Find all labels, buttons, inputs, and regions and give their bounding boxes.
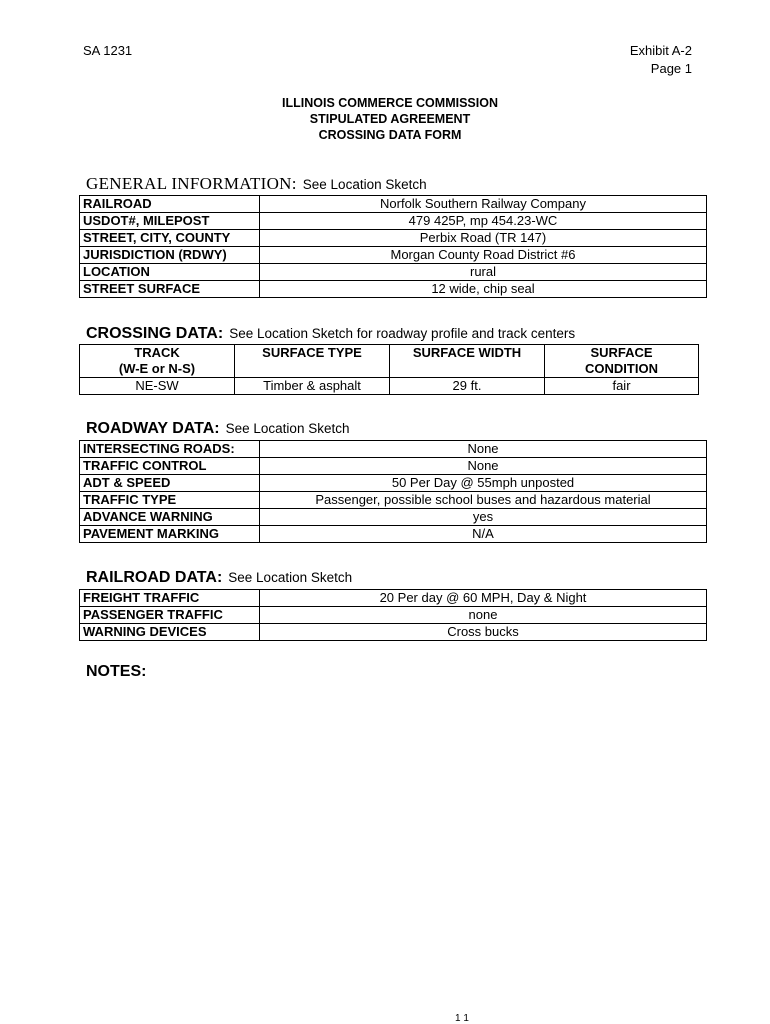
row-label: PASSENGER TRAFFIC	[80, 607, 260, 624]
row-value: Perbix Road (TR 147)	[260, 230, 707, 247]
surface-type-header: SURFACE TYPE	[235, 345, 390, 378]
row-label: USDOT#, MILEPOST	[80, 213, 260, 230]
table-row	[80, 441, 707, 458]
table-row	[80, 230, 707, 247]
railroad-data-heading: RAILROAD DATA:	[86, 569, 223, 586]
row-label: STREET SURFACE	[80, 281, 260, 298]
track-header	[80, 345, 235, 378]
row-label: JURISDICTION (RDWY)	[80, 247, 260, 264]
title-line-1: ILLINOIS COMMERCE COMMISSION	[282, 96, 498, 110]
surface-width-header: SURFACE WIDTH	[390, 345, 545, 378]
roadway-data-table	[79, 440, 707, 543]
table-row	[80, 378, 699, 395]
footer-mark: 1 1	[455, 1013, 469, 1024]
table-row	[80, 509, 707, 526]
roadway-data-note: See Location Sketch	[225, 421, 350, 436]
row-value: None	[260, 441, 707, 458]
row-value: rural	[260, 264, 707, 281]
table-row	[80, 526, 707, 543]
page-label: Page 1	[650, 61, 692, 76]
row-value: Passenger, possible school buses and hazardous material	[260, 492, 707, 509]
surface-type-value: Timber & asphalt	[235, 378, 390, 395]
crossing-data-heading-row	[86, 325, 575, 343]
general-info-heading: GENERAL INFORMATION:	[86, 174, 297, 193]
condition-header-line-1: SURFACE	[590, 345, 653, 360]
table-row	[80, 281, 707, 298]
crossing-data-heading: CROSSING DATA:	[86, 325, 224, 342]
row-value: 20 Per day @ 60 MPH, Day & Night	[260, 590, 707, 607]
document-id: SA 1231	[83, 43, 133, 58]
row-value: Morgan County Road District #6	[260, 247, 707, 264]
table-row	[80, 492, 707, 509]
table-row	[80, 213, 707, 230]
row-label: ADVANCE WARNING	[80, 509, 260, 526]
row-value: 479 425P, mp 454.23-WC	[260, 213, 707, 230]
railroad-data-table	[79, 589, 707, 641]
crossing-data-note: See Location Sketch for roadway profile and track centers	[229, 326, 576, 341]
row-label: STREET, CITY, COUNTY	[80, 230, 260, 247]
table-row	[80, 458, 707, 475]
title-line-2: STIPULATED AGREEMENT	[309, 112, 471, 126]
row-label: RAILROAD	[80, 196, 260, 213]
table-header-row	[80, 345, 699, 378]
surface-condition-header	[545, 345, 699, 378]
table-row	[80, 247, 707, 264]
row-value: none	[260, 607, 707, 624]
row-value: 12 wide, chip seal	[260, 281, 707, 298]
track-value: NE-SW	[80, 378, 235, 395]
notes-label: NOTES:	[86, 663, 147, 680]
row-label: ADT & SPEED	[80, 475, 260, 492]
row-value: None	[260, 458, 707, 475]
roadway-data-heading: ROADWAY DATA:	[86, 420, 220, 437]
row-value: Cross bucks	[260, 624, 707, 641]
railroad-data-heading-row	[86, 569, 352, 587]
general-info-heading-row	[86, 174, 427, 194]
row-label: PAVEMENT MARKING	[80, 526, 260, 543]
general-info-table	[79, 195, 707, 298]
surface-condition-value: fair	[545, 378, 699, 395]
table-row	[80, 590, 707, 607]
title-line-3: CROSSING DATA FORM	[318, 128, 462, 142]
row-label: LOCATION	[80, 264, 260, 281]
row-label: FREIGHT TRAFFIC	[80, 590, 260, 607]
row-label: TRAFFIC TYPE	[80, 492, 260, 509]
table-row	[80, 264, 707, 281]
track-header-line-2: (W-E or N-S)	[118, 361, 196, 376]
general-info-note: See Location Sketch	[302, 177, 427, 192]
surface-width-value: 29 ft.	[390, 378, 545, 395]
crossing-data-table	[79, 344, 699, 395]
exhibit-label: Exhibit A-2	[629, 43, 692, 58]
form-title	[0, 95, 770, 143]
row-label: WARNING DEVICES	[80, 624, 260, 641]
roadway-data-heading-row	[86, 420, 349, 438]
railroad-data-note: See Location Sketch	[228, 570, 353, 585]
row-value: N/A	[260, 526, 707, 543]
row-label: INTERSECTING ROADS:	[80, 441, 260, 458]
table-row	[80, 607, 707, 624]
table-row	[80, 196, 707, 213]
row-value: 50 Per Day @ 55mph unposted	[260, 475, 707, 492]
track-header-line-1: TRACK	[134, 345, 180, 360]
table-row	[80, 475, 707, 492]
row-value: Norfolk Southern Railway Company	[260, 196, 707, 213]
table-row	[80, 624, 707, 641]
row-value: yes	[260, 509, 707, 526]
row-label: TRAFFIC CONTROL	[80, 458, 260, 475]
condition-header-line-2: CONDITION	[585, 361, 658, 376]
